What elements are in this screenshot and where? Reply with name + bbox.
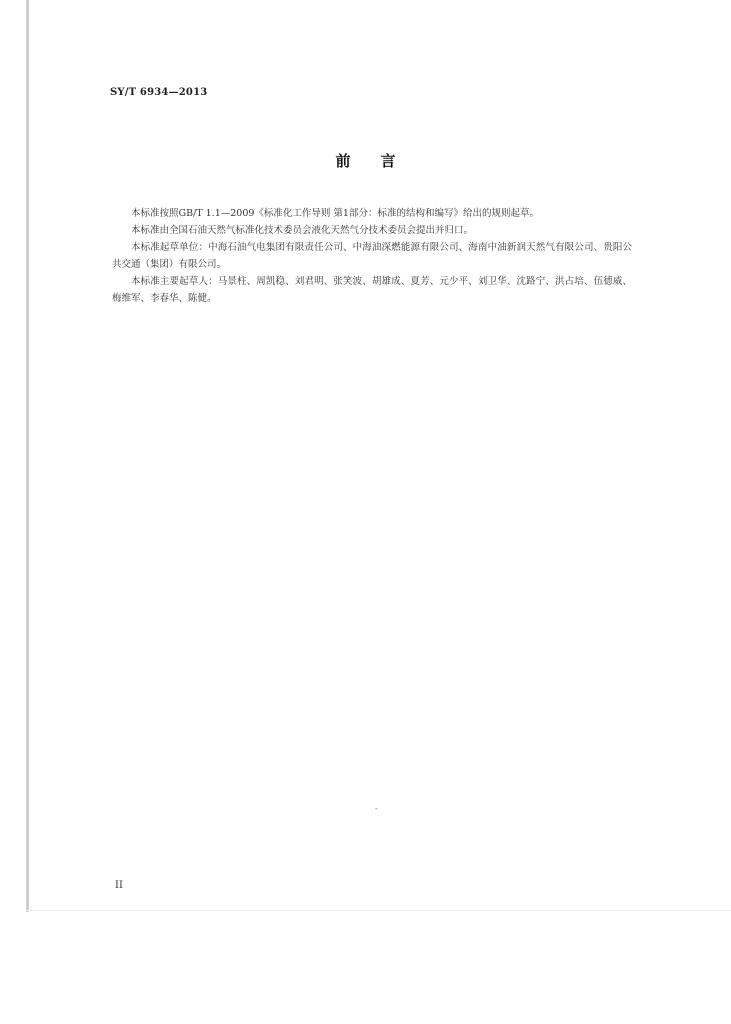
page-number: II (115, 880, 123, 891)
paragraph-drafters: 本标准主要起草人：马景柱、周凯稳、刘君明、张笑波、胡雄成、夏芳、元少平、刘卫华、沈路宁、洪占培、伍德威、梅维军、李春华、陈健。 (112, 276, 632, 304)
paragraph-drafting-units: 本标准起草单位：中海石油气电集团有限责任公司、中海油深燃能源有限公司、海南中油新润天然气有限公司、贵阳公共交通（集团）有限公司。 (112, 242, 632, 270)
paragraph-drafting-rules: 本标准按照GB/T 1.1—2009《标准化工作导则 第1部分：标准的结构和编写》给出的规则起草。 (131, 208, 539, 219)
page-bottom-edge (26, 910, 731, 911)
standard-code: SY/T 6934—2013 (110, 87, 208, 98)
page-edge-shadow (26, 0, 29, 912)
foreword-body (112, 205, 632, 307)
center-mark: - (375, 804, 378, 813)
paragraph-proposer: 本标准由全国石油天然气标准化技术委员会液化天然气分技术委员会提出并归口。 (131, 225, 474, 236)
page-title: 前言 (335, 152, 426, 170)
